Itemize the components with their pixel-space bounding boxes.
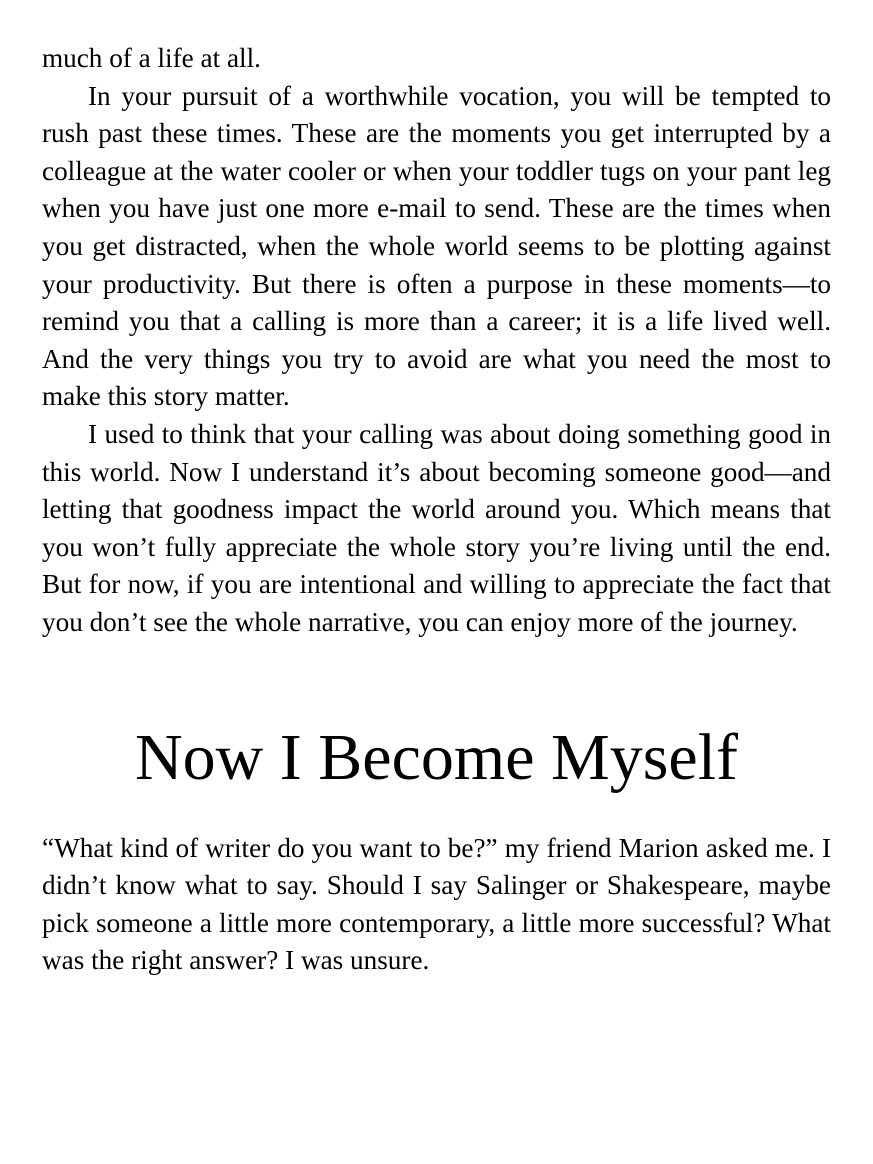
- body-paragraph: I used to think that your calling was about doing something good in this world. Now I understand it’s about becoming someone good—and letting that goodness impact the world around you. Which means that you won’t fully appreciate the whole story you’re living until the end. But for now, if you are intentional and willing to appreciate the fact that you don’t see the whole narrative, you can enjoy more of the journey.: [42, 418, 831, 637]
- chapter-title: Now I Become Myself: [134, 720, 739, 794]
- body-paragraph: “What kind of writer do you want to be?” my friend Marion asked me. I didn’t know what to say. Should I say Salinger or Shakespeare, maybe pick someone a little more contemporary, a little more successful? What was the right answer? I was unsure.: [42, 832, 831, 976]
- body-paragraph: In your pursuit of a worthwhile vocation, you will be tempted to rush past these times. These are the moments you get interrupted by a colleague at the water cooler or when your toddler tugs on your pant leg when you have just one more e-mail to send. These are the times when you get distracted, when the whole world seems to be plotting against your productivity. But there is often a purpose in these moments—to remind you that a calling is more than a career; it is a life lived well. And the very things you try to avoid are what you need the most to make this story matter.: [42, 80, 831, 412]
- body-paragraph: much of a life at all.: [42, 43, 261, 73]
- document-page: [42, 40, 831, 980]
